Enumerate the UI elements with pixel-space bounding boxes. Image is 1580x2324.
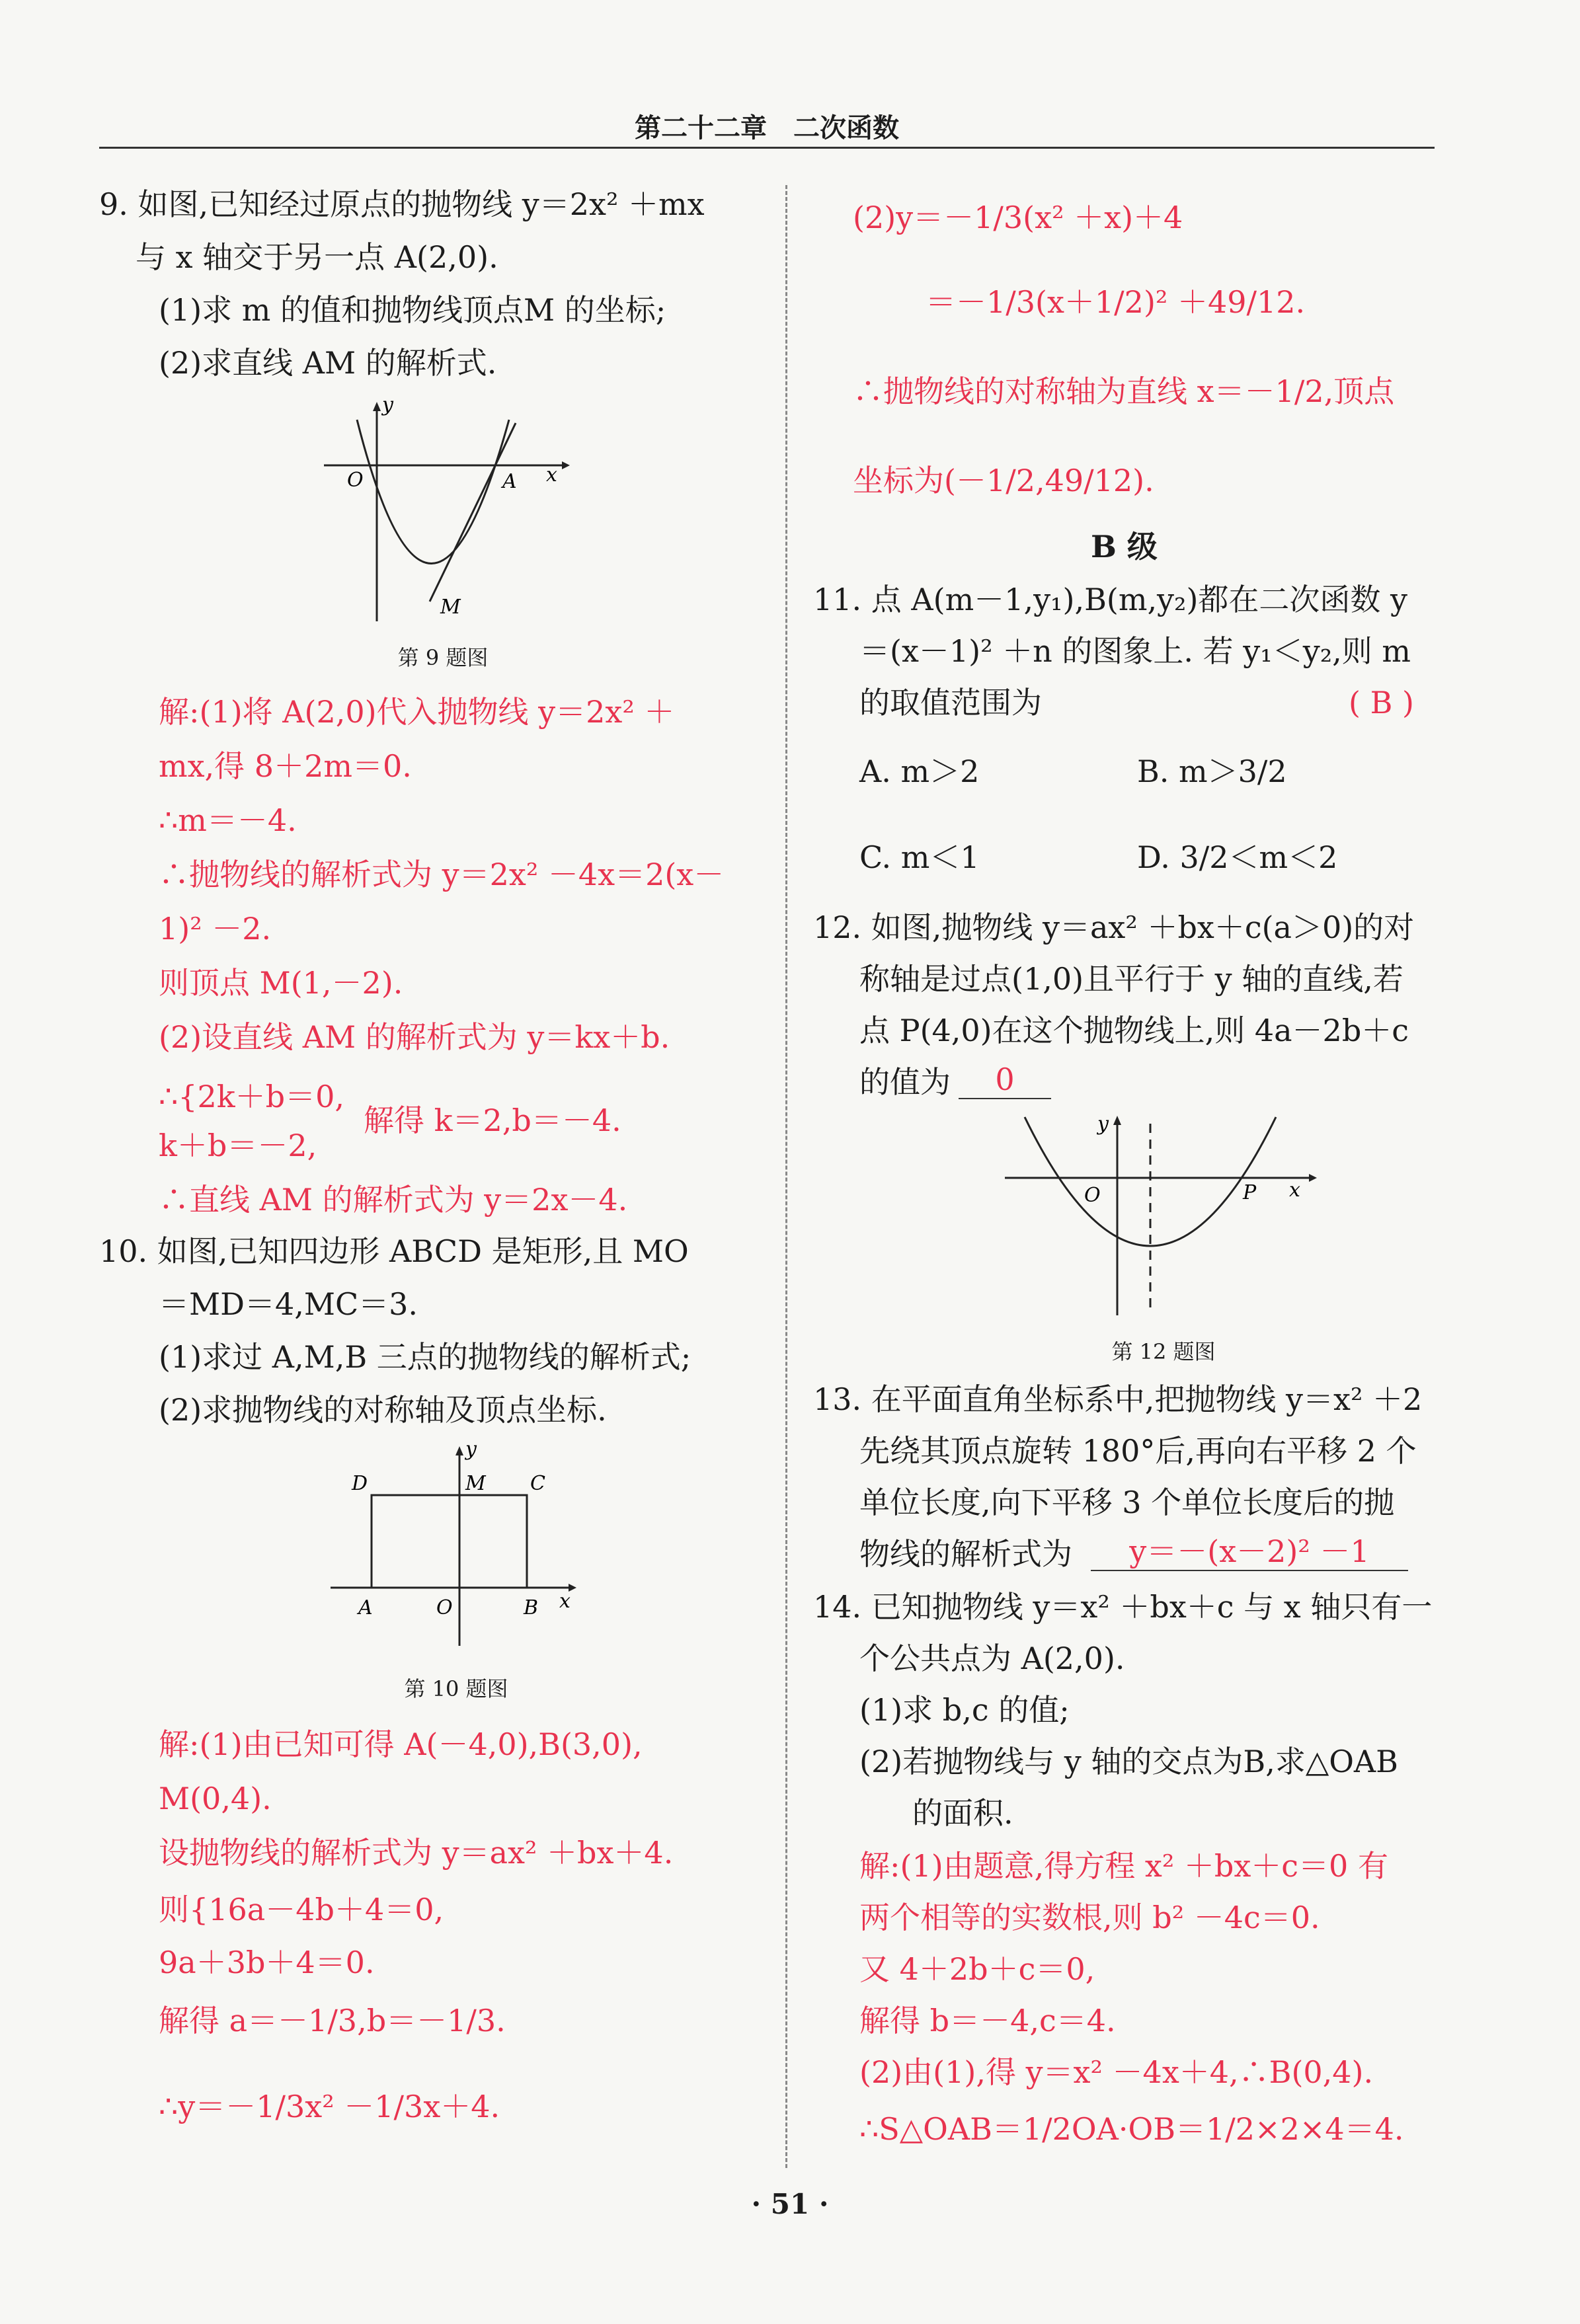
q10-line-4: (2)求抛物线的对称轴及顶点坐标.	[159, 1392, 607, 1428]
q12-line-4: 的值为	[859, 1064, 951, 1100]
q9-sol-4: ∴抛物线的解析式为 y＝2x² －4x＝2(x－	[159, 857, 725, 892]
q10-sol-7: ∴y＝－1/3x² －1/3x＋4.	[159, 2089, 500, 2124]
q11-line-2: ＝(x－1)² ＋n 的图象上. 若 y₁＜y₂,则 m	[859, 633, 1411, 669]
q12-line-2: 称轴是过点(1,0)且平行于 y 轴的直线,若	[859, 961, 1403, 997]
q13-line-1: 13. 在平面直角坐标系中,把抛物线 y＝x² ＋2	[813, 1381, 1423, 1417]
q9-line-2: 与 x 轴交于另一点 A(2,0).	[136, 239, 498, 275]
fig12-o-label: O	[1084, 1184, 1101, 1207]
q10-sol-5: 9a＋3b＋4＝0.	[159, 1945, 375, 1980]
q13-line-4: 物线的解析式为	[859, 1536, 1072, 1572]
q9-sol-5: 1)² －2.	[159, 911, 272, 947]
q12-answer: 0	[959, 1062, 1051, 1099]
q11-option-c: C. m＜1	[859, 839, 980, 875]
page-title: 第二十二章 二次函数	[635, 112, 899, 143]
q10-line-3: (1)求过 A,M,B 三点的抛物线的解析式;	[159, 1339, 691, 1375]
q14-sol-1: 解:(1)由题意,得方程 x² ＋bx＋c＝0 有	[859, 1848, 1388, 1884]
q13-line-3: 单位长度,向下平移 3 个单位长度后的抛	[859, 1485, 1395, 1520]
fig10-o-label: O	[436, 1596, 453, 1619]
q9-sol-7: (2)设直线 AM 的解析式为 y＝kx＋b.	[159, 1019, 670, 1055]
q10-line-2: ＝MD＝4,MC＝3.	[159, 1286, 418, 1322]
q14-line-2: 个公共点为 A(2,0).	[859, 1641, 1125, 1676]
q10-cont-2: ＝－1/3(x＋1/2)² ＋49/12.	[926, 284, 1306, 320]
fig12-y-label: y	[1097, 1112, 1109, 1136]
fig10-d-label: D	[352, 1472, 368, 1495]
q9-sol-2: mx,得 8＋2m＝0.	[159, 748, 412, 784]
fig10-m-label: M	[465, 1472, 486, 1495]
q10-sol-3: 设抛物线的解析式为 y＝ax² ＋bx＋4.	[159, 1835, 674, 1871]
q12-figure	[998, 1110, 1329, 1322]
q13-answer: y＝－(x－2)² －1	[1091, 1533, 1408, 1571]
q12-line-3: 点 P(4,0)在这个抛物线上,则 4a－2b＋c	[859, 1013, 1409, 1048]
column-divider	[785, 185, 787, 2168]
q10-sol-1: 解:(1)由已知可得 A(－4,0),B(3,0),	[159, 1726, 643, 1762]
fig12-p-label: P	[1243, 1181, 1257, 1204]
q10-caption: 第 10 题图	[404, 1676, 508, 1701]
q9-sol-8: ∴{2k＋b＝0,	[159, 1079, 345, 1114]
q9-sol-1: 解:(1)将 A(2,0)代入抛物线 y＝2x² ＋	[159, 694, 675, 730]
q10-sol-4: 则{16a－4b＋4＝0,	[159, 1892, 444, 1927]
fig9-y-label: y	[382, 397, 393, 416]
q14-sol-2: 两个相等的实数根,则 b² －4c＝0.	[859, 1900, 1320, 1935]
q14-sol-4: 解得 b＝－4,c＝4.	[859, 2003, 1116, 2038]
q14-line-3: (1)求 b,c 的值;	[859, 1692, 1070, 1728]
q10-cont-3: ∴抛物线的对称轴为直线 x＝－1/2,顶点	[853, 373, 1395, 409]
fig12-x-label: x	[1289, 1179, 1300, 1202]
q14-sol-6: ∴S△OAB＝1/2OA·OB＝1/2×2×4＝4.	[859, 2111, 1404, 2147]
q10-line-1: 10. 如图,已知四边形 ABCD 是矩形,且 MO	[99, 1233, 689, 1269]
fig9-o-label: O	[347, 469, 364, 492]
q14-line-1: 14. 已知抛物线 y＝x² ＋bx＋c 与 x 轴只有一	[813, 1589, 1433, 1625]
fig10-c-label: C	[530, 1472, 545, 1495]
q9-sol-9: k＋b＝－2,	[159, 1128, 317, 1163]
q11-option-b: B. m＞3/2	[1137, 754, 1287, 789]
q9-sol-6: 则顶点 M(1,－2).	[159, 965, 403, 1001]
page-number: · 51 ·	[751, 2188, 829, 2220]
q9-line-3: (1)求 m 的值和抛物线顶点M 的坐标;	[159, 292, 666, 328]
q11-answer: ( B )	[1349, 685, 1414, 720]
fig9-x-label: x	[546, 463, 557, 486]
fig9-m-label: M	[440, 596, 461, 619]
q14-sol-3: 又 4＋2b＋c＝0,	[859, 1951, 1095, 1987]
fig10-x-label: x	[559, 1590, 571, 1613]
fig10-a-label: A	[358, 1596, 373, 1619]
q12-line-1: 12. 如图,抛物线 y＝ax² ＋bx＋c(a＞0)的对	[813, 910, 1415, 945]
q10-figure	[324, 1441, 588, 1652]
q9-sol-10: 解得 k＝2,b＝－4.	[364, 1103, 621, 1138]
fig10-b-label: B	[524, 1596, 539, 1619]
q9-line-4: (2)求直线 AM 的解析式.	[159, 345, 497, 381]
fig10-y-label: y	[465, 1441, 477, 1461]
fig9-a-label: A	[502, 470, 517, 493]
q10-cont-1: (2)y＝－1/3(x² ＋x)＋4	[853, 200, 1183, 235]
q14-sol-5: (2)由(1),得 y＝x² －4x＋4,∴B(0,4).	[859, 2054, 1374, 2090]
header-rule	[99, 147, 1435, 149]
q14-line-5: 的面积.	[912, 1795, 1013, 1831]
q10-sol-2: M(0,4).	[159, 1781, 272, 1816]
q9-line-1: 9. 如图,已知经过原点的抛物线 y＝2x² ＋mx	[99, 186, 705, 222]
q11-line-3: 的取值范围为	[859, 685, 1042, 720]
q9-sol-3: ∴m＝－4.	[159, 802, 297, 838]
q11-line-1: 11. 点 A(m－1,y₁),B(m,y₂)都在二次函数 y	[813, 582, 1408, 617]
q12-caption: 第 12 题图	[1111, 1339, 1216, 1364]
q9-sol-11: ∴直线 AM 的解析式为 y＝2x－4.	[159, 1182, 628, 1218]
q10-sol-6: 解得 a＝－1/3,b＝－1/3.	[159, 2003, 506, 2038]
q9-caption: 第 9 题图	[397, 645, 489, 670]
q13-line-2: 先绕其顶点旋转 180°后,再向右平移 2 个	[859, 1433, 1417, 1469]
level-heading: B 级	[1091, 529, 1158, 564]
q11-option-a: A. m＞2	[859, 754, 980, 789]
q14-line-4: (2)若抛物线与 y 轴的交点为B,求△OAB	[859, 1744, 1398, 1779]
q11-option-d: D. 3/2＜m＜2	[1137, 839, 1338, 875]
q10-cont-4: 坐标为(－1/2,49/12).	[853, 463, 1154, 498]
q9-figure	[311, 397, 575, 621]
